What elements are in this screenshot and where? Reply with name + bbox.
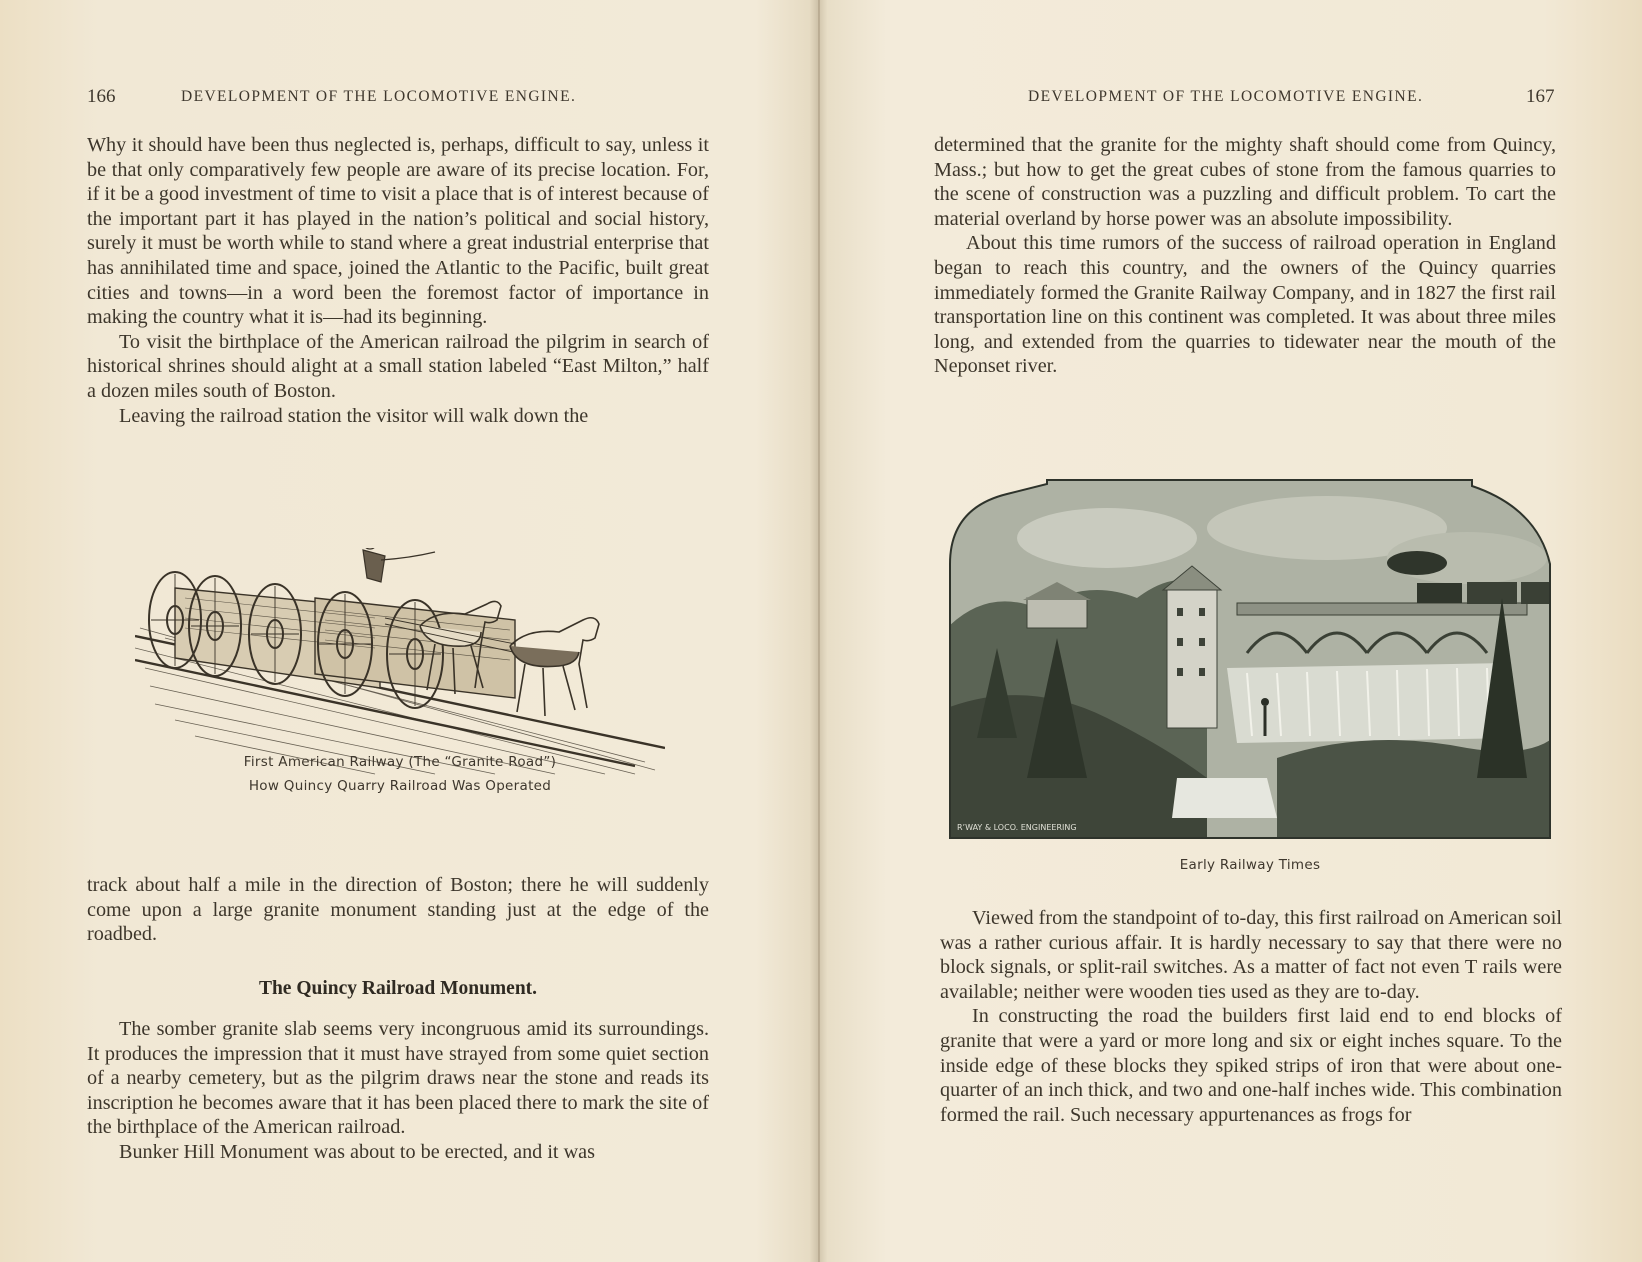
- left-page: [0, 0, 820, 1262]
- right-running-head: DEVELOPMENT OF THE LOCOMOTIVE ENGINE.: [1028, 88, 1424, 105]
- left-text-top: [87, 133, 709, 428]
- left-text-bottom: [87, 1017, 709, 1165]
- left-running-head: DEVELOPMENT OF THE LOCOMOTIVE ENGINE.: [181, 88, 577, 105]
- right-figure-caption: Early Railway Times: [1179, 857, 1321, 873]
- paragraph: In constructing the road the builders first laid end to end blocks of granite that were a yard or more long and six or eight inches square. To the inside edge of these blocks they spiked strips of iron that were about one-quarter of an inch thick, and two and one-half inches wide. This combination formed the rail. Such necessary appurtenances as frogs for: [940, 1005, 1562, 1126]
- paragraph: The somber granite slab seems very incongruous amid its surroundings. It produces the impression that it must have strayed from some quiet section of a nearby cemetery, but as the pilgrim draws near the stone and reads its inscription he becomes aware that it has been placed there to mark the site of the birthplace of the American railroad.: [87, 1018, 709, 1139]
- paragraph: Bunker Hill Monument was about to be erected, and it was: [119, 1140, 595, 1163]
- paragraph: determined that the granite for the mighty shaft should come from Quincy, Mass.; but how to get the great cubes of stone from the famous quarries to the scene of construction was a puzzling and difficult problem. To cart the material overland by horse power was an absolute impossibility.: [934, 134, 1556, 230]
- early-railway-engraving: [947, 478, 1553, 840]
- section-heading: The Quincy Railroad Monument.: [258, 978, 538, 999]
- granite-railway-illustration: [135, 548, 665, 776]
- right-page: [822, 0, 1642, 1262]
- paragraph: To visit the birthplace of the American railroad the pilgrim in search of historical shrines should alight at a small station labeled “East Milton,” half a dozen miles south of Boston.: [87, 330, 709, 402]
- paragraph: Why it should have been thus neglected is, perhaps, difficult to say, unless it be that only comparatively few people are aware of its precise location. For, if it be a good investment of time to visit a place that is of interest because of the important part it has played in the nation’s political and social history, surely it must be worth while to stand where a great industrial enterprise that has annihilated time and space, joined the Atlantic to the Pacific, built great cities and towns—in a word been the foremost factor of importance in making the country what it is—had its beginning.: [87, 134, 709, 329]
- right-page-number: 167: [1526, 86, 1555, 107]
- paragraph: track about half a mile in the direction of Boston; there he will suddenly come upon a large granite monument standing just at the edge of the roadbed.: [87, 874, 709, 946]
- left-figure-caption: [135, 750, 665, 798]
- right-text-bottom: [940, 906, 1562, 1127]
- paragraph: Viewed from the standpoint of to-day, this first railroad on American soil was a rather curious affair. It is hardly necessary to say that there were no block signals, or split-rail switches. As a matter of fact not even T rails were available; neither were wooden ties used as they are to-day.: [940, 907, 1562, 1003]
- right-text-top: [934, 133, 1556, 379]
- engraving-credit: R’WAY & LOCO. ENGINEERING: [957, 823, 1077, 832]
- caption-line: How Quincy Quarry Railroad Was Operated: [248, 778, 552, 794]
- left-text-middle: [87, 873, 709, 947]
- caption-line: First American Railway (The “Granite Road”): [243, 754, 557, 770]
- paragraph: Leaving the railroad station the visitor will walk down the: [119, 404, 589, 427]
- left-page-number: 166: [87, 86, 116, 107]
- paragraph: About this time rumors of the success of railroad operation in England began to reach this country, and the owners of the Quincy quarries immediately formed the Granite Railway Company, and in 1827 the first rail transportation line on this continent was completed. It was about three miles long, and extended from the quarries to tidewater near the mouth of the Neponset river.: [934, 232, 1556, 378]
